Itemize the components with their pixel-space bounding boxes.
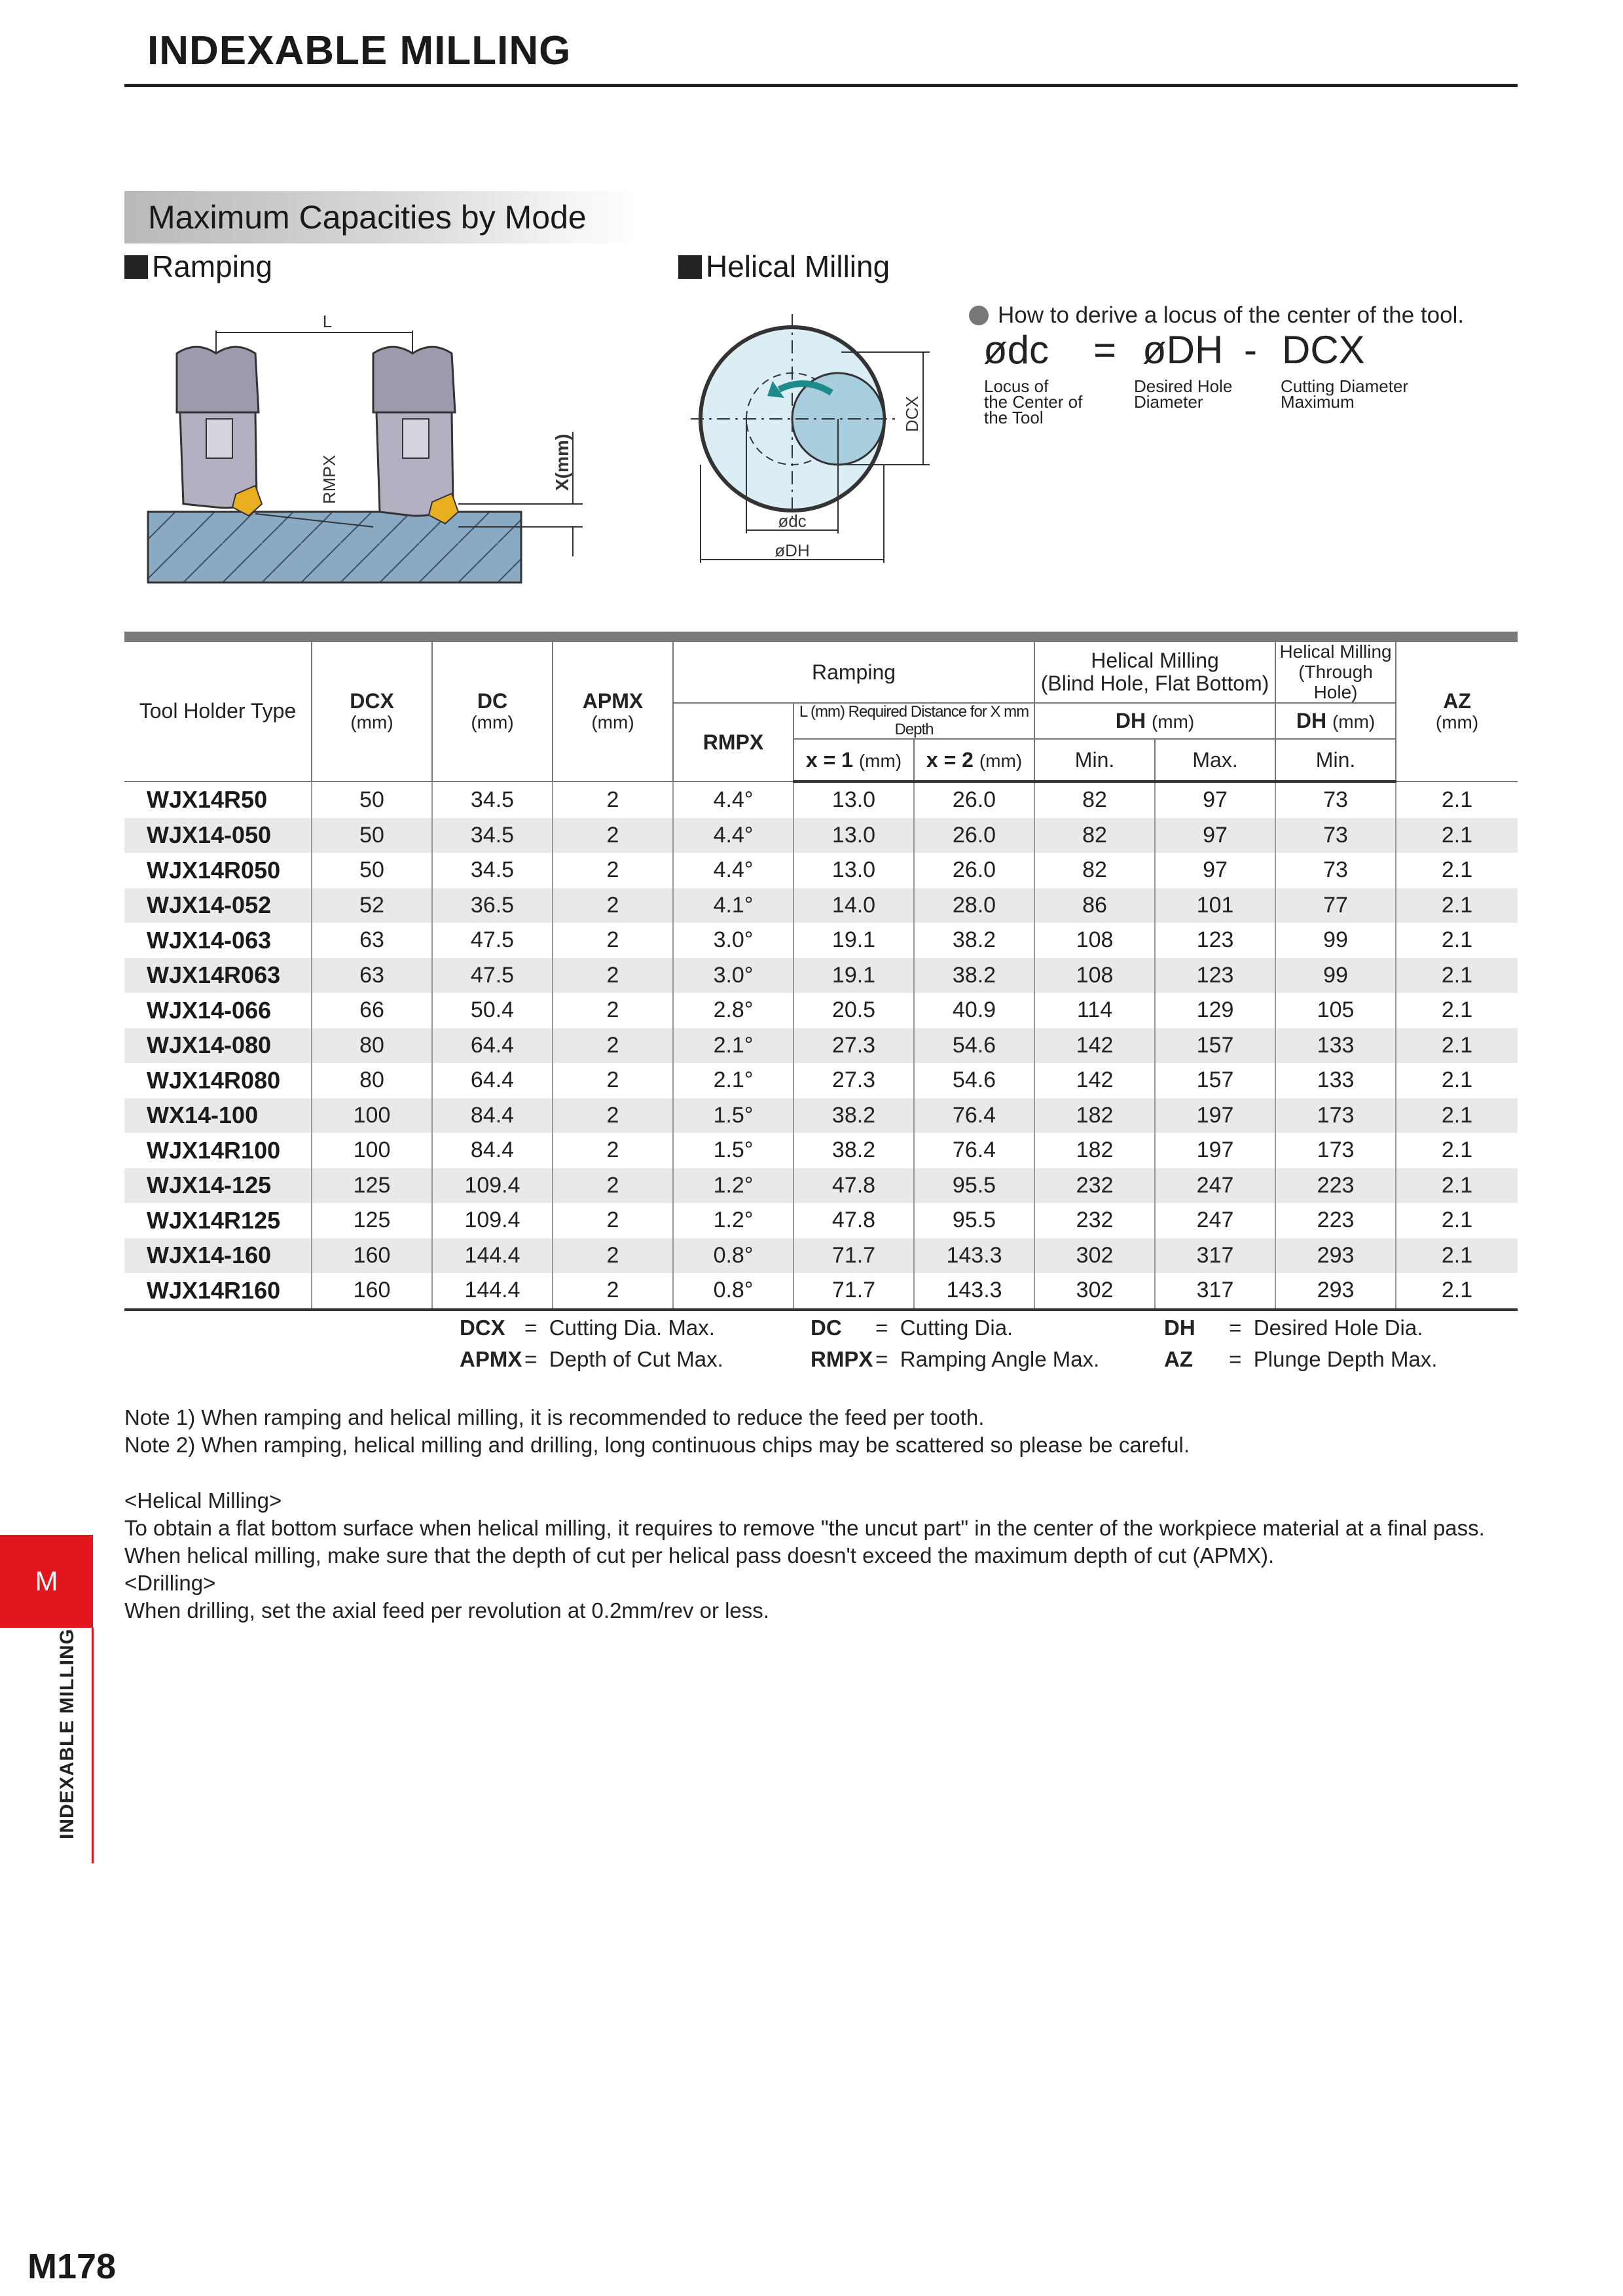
table-cell: 64.4 (432, 1028, 553, 1064)
table-row (124, 853, 1518, 888)
table-cell: 123 (1155, 923, 1275, 958)
table-cell: 82 (1034, 818, 1155, 853)
table-cell: 2.1 (1396, 1028, 1518, 1064)
table-cell: 223 (1275, 1203, 1396, 1238)
table-cell: 26.0 (914, 853, 1034, 888)
legend-dh: DH = Desired Hole Dia. (1164, 1316, 1423, 1340)
table-cell: 133 (1275, 1063, 1396, 1098)
table-cell: 50 (312, 818, 432, 853)
table-cell: 0.8° (673, 1273, 793, 1310)
table-cell: 26.0 (914, 781, 1034, 818)
table-cell: 63 (312, 923, 432, 958)
table-cell: 143.3 (914, 1238, 1034, 1274)
table-cell: 47.5 (432, 958, 553, 994)
table-cell: 182 (1034, 1133, 1155, 1168)
table-cell: WJX14R100 (147, 1136, 281, 1164)
table-cell: 2 (553, 1098, 673, 1134)
table-cell: 63 (312, 958, 432, 994)
table-cell: 27.3 (793, 1028, 914, 1064)
legend-dc: DC = Cutting Dia. (811, 1316, 1013, 1340)
table-cell: 38.2 (793, 1133, 914, 1168)
helical-notes-heading: <Helical Milling> (124, 1488, 282, 1513)
note-1: Note 1) When ramping and helical milling, it is recommended to reduce the feed per tooth. (124, 1405, 985, 1429)
table-cell: 2.1 (1396, 1168, 1518, 1204)
side-rule (92, 1628, 94, 1863)
table-cell: WJX14R063 (124, 958, 312, 994)
table-cell: 13.0 (793, 818, 914, 853)
table-cell: WJX14-160 (124, 1238, 312, 1274)
table-cell: 4.4° (673, 818, 793, 853)
table-cell: 2 (553, 853, 673, 888)
table-cell: 109.4 (432, 1168, 553, 1204)
table-cell: WJX14R050 (147, 856, 281, 884)
table-row (124, 1168, 1518, 1204)
table-cell: 86 (1034, 888, 1155, 924)
table-cell: 160 (312, 1238, 432, 1274)
formula-desc2: Desired Hole Diameter (1134, 376, 1233, 412)
table-cell: WJX14R50 (147, 786, 268, 814)
page-title: INDEXABLE MILLING (147, 28, 572, 73)
table-cell: 38.2 (914, 923, 1034, 958)
table-row (124, 993, 1518, 1028)
label-rmpx: RMPX (319, 454, 339, 504)
table-cell: 2.1 (1396, 1133, 1518, 1168)
table-cell: 2 (553, 958, 673, 994)
section-heading: Maximum Capacities by Mode (124, 191, 635, 243)
note-2: Note 2) When ramping, helical milling and drilling, long continuous chips may be scattered so please be careful. (124, 1433, 1190, 1457)
table-cell: 19.1 (793, 958, 914, 994)
table-cell: 114 (1034, 993, 1155, 1028)
table-row (124, 958, 1518, 994)
table-cell: 0.8° (673, 1238, 793, 1274)
table-cell: 77 (1275, 888, 1396, 924)
table-cell: WJX14R125 (147, 1206, 281, 1234)
table-row (124, 818, 1518, 853)
table-cell: 142 (1034, 1028, 1155, 1064)
table-cell: 317 (1155, 1238, 1275, 1274)
table-cell: 317 (1155, 1273, 1275, 1310)
table-row (124, 1203, 1518, 1238)
table-cell: 14.0 (793, 888, 914, 924)
table-cell: 2.1° (673, 1063, 793, 1098)
table-cell: 129 (1155, 993, 1275, 1028)
table-cell: 66 (312, 993, 432, 1028)
formula-term3: DCX (1282, 328, 1365, 372)
table-cell: 82 (1034, 853, 1155, 888)
table-cell: 1.2° (673, 1203, 793, 1238)
table-cell: 133 (1275, 1028, 1396, 1064)
table-cell: WJX14-050 (124, 818, 312, 853)
table-cell: 84.4 (432, 1098, 553, 1134)
legend-rmpx: RMPX = Ramping Angle Max. (811, 1347, 1100, 1371)
cutter-right (373, 347, 458, 524)
helical-notes-block (124, 1487, 1552, 1624)
table-cell: 123 (1155, 958, 1275, 994)
header-l-required: L (mm) Required Distance for X mm Depth (793, 703, 1034, 739)
table-cell: 144.4 (432, 1273, 553, 1310)
table-cell: 1.5° (673, 1133, 793, 1168)
table-cell: 3.0° (673, 958, 793, 994)
table-cell: WJX14-063 (147, 926, 272, 954)
table-cell: 125 (312, 1168, 432, 1204)
table-cell: 34.5 (432, 781, 553, 818)
page-number: M178 (27, 2247, 117, 2286)
table-cell: 71.7 (793, 1238, 914, 1274)
formula-term2: øDH (1142, 328, 1224, 372)
table-cell: 26.0 (914, 818, 1034, 853)
table-cell: 108 (1034, 923, 1155, 958)
table-row (124, 888, 1518, 924)
table-cell: 50 (312, 853, 432, 888)
table-row (124, 1063, 1518, 1098)
table-cell: 73 (1275, 818, 1396, 853)
legend-az: AZ = Plunge Depth Max. (1164, 1347, 1438, 1371)
table-cell: 108 (1034, 958, 1155, 994)
table-cell: 293 (1275, 1238, 1396, 1274)
header-tool-holder: Tool Holder Type (124, 641, 312, 781)
table-cell: 2 (553, 923, 673, 958)
cutter-left (177, 347, 262, 516)
table-cell: 64.4 (432, 1063, 553, 1098)
table-top-bar (124, 632, 1518, 641)
table-cell: 2 (553, 781, 673, 818)
table-cell: 99 (1275, 923, 1396, 958)
header-ramping: Ramping (673, 641, 1034, 703)
formula-note: How to derive a locus of the center of the tool. (969, 302, 1464, 329)
notes-block (124, 1404, 1519, 1459)
table-cell: 13.0 (793, 853, 914, 888)
legend-dcx: DCX = Cutting Dia. Max. (460, 1316, 715, 1340)
table-cell: 2 (553, 1273, 673, 1310)
table-cell: 2.1 (1396, 1273, 1518, 1310)
table-cell: WJX14-080 (124, 1028, 312, 1064)
table-cell: 302 (1034, 1238, 1155, 1274)
table-cell: 40.9 (914, 993, 1034, 1028)
table-cell: 2 (553, 1203, 673, 1238)
table-cell: 47.8 (793, 1203, 914, 1238)
table-cell: 84.4 (432, 1133, 553, 1168)
table-cell: 2.1 (1396, 993, 1518, 1028)
table-cell: 2 (553, 888, 673, 924)
table-cell: 144.4 (432, 1238, 553, 1274)
table-cell: 100 (312, 1098, 432, 1134)
table-cell: 99 (1275, 958, 1396, 994)
table-cell: 34.5 (432, 818, 553, 853)
table-cell: 157 (1155, 1028, 1275, 1064)
header-dc: DC (mm) (432, 641, 553, 781)
capacities-table (124, 632, 1518, 1311)
table-cell: 73 (1275, 853, 1396, 888)
table-cell: 19.1 (793, 923, 914, 958)
header-dcx: DCX (mm) (312, 641, 432, 781)
table-cell: 2.1 (1396, 1098, 1518, 1134)
table-cell: WJX14-125 (124, 1168, 312, 1204)
table-cell: 232 (1034, 1203, 1155, 1238)
helical-heading (678, 249, 890, 284)
table-cell: 38.2 (914, 958, 1034, 994)
title-rule (124, 84, 1518, 87)
table-cell: 232 (1034, 1168, 1155, 1204)
table-cell: 143.3 (914, 1273, 1034, 1310)
table-cell: 105 (1275, 993, 1396, 1028)
table-cell: 76.4 (914, 1133, 1034, 1168)
table-cell: 76.4 (914, 1098, 1034, 1134)
ramping-label: Ramping (152, 249, 273, 283)
table-cell: 293 (1275, 1273, 1396, 1310)
table-cell: 125 (312, 1203, 432, 1238)
table-cell: 97 (1155, 853, 1275, 888)
table-cell: 27.3 (793, 1063, 914, 1098)
table-cell: 302 (1034, 1273, 1155, 1310)
table-cell: 2.1 (1396, 888, 1518, 924)
helical-notes-line2: When helical milling, make sure that the depth of cut per helical pass doesn't exceed the maximum depth of cut (APMX). (124, 1543, 1275, 1568)
label-dh: øDH (775, 541, 810, 560)
header-x2: x = 2 (mm) (914, 739, 1034, 781)
table-cell: 1.5° (673, 1098, 793, 1134)
drilling-heading: <Drilling> (124, 1571, 216, 1595)
header-apmx: APMX (mm) (553, 641, 673, 781)
table-cell: WJX14R080 (147, 1066, 281, 1094)
header-x1: x = 1 (mm) (793, 739, 914, 781)
table-cell: 197 (1155, 1098, 1275, 1134)
side-tab: M (0, 1535, 93, 1628)
legend-apmx: APMX = Depth of Cut Max. (460, 1347, 723, 1371)
header-helical-blind: Helical Milling (Blind Hole, Flat Bottom) (1034, 641, 1275, 703)
table-cell: 157 (1155, 1063, 1275, 1098)
table-cell: 2 (553, 1063, 673, 1098)
table-cell: 223 (1275, 1168, 1396, 1204)
table-cell: 4.4° (673, 781, 793, 818)
table-cell: 73 (1275, 781, 1396, 818)
table-cell: 160 (312, 1273, 432, 1310)
table-cell: 2.1 (1396, 1063, 1518, 1098)
table-cell: 2 (553, 818, 673, 853)
helical-notes-line1: To obtain a flat bottom surface when helical milling, it requires to remove "the uncut part" in the center of the workpiece material at a final pass. (124, 1516, 1485, 1540)
table-cell: 54.6 (914, 1028, 1034, 1064)
formula-term1: ødc (983, 328, 1049, 372)
drilling-line: When drilling, set the axial feed per revolution at 0.2mm/rev or less. (124, 1598, 769, 1623)
table-row (124, 1238, 1518, 1274)
table-cell: 50 (312, 781, 432, 818)
table-row (124, 1098, 1518, 1134)
formula-desc3: Cutting Diameter Maximum (1281, 376, 1409, 412)
square-bullet-icon (124, 255, 148, 279)
table-cell: 2 (553, 1168, 673, 1204)
table-cell: 197 (1155, 1133, 1275, 1168)
table-cell: 97 (1155, 781, 1275, 818)
table-cell: 4.4° (673, 853, 793, 888)
formula-minus: - (1244, 328, 1257, 372)
table-cell: 101 (1155, 888, 1275, 924)
table-cell: 95.5 (914, 1203, 1034, 1238)
side-label: INDEXABLE MILLING (56, 1628, 78, 1839)
table-cell: 2 (553, 1133, 673, 1168)
bullet-icon (969, 306, 989, 325)
label-x: X(mm) (552, 433, 572, 491)
table-cell: 20.5 (793, 993, 914, 1028)
helical-diagram (681, 308, 949, 569)
table-cell: 142 (1034, 1063, 1155, 1098)
table-cell: 2 (553, 993, 673, 1028)
table-cell: 2 (553, 1028, 673, 1064)
table-cell: 80 (312, 1028, 432, 1064)
header-rmpx: RMPX (673, 703, 793, 781)
table-cell: 3.0° (673, 923, 793, 958)
table-row (124, 1273, 1518, 1310)
table-cell: 34.5 (432, 853, 553, 888)
table-cell: 247 (1155, 1168, 1275, 1204)
ramping-heading (124, 249, 272, 284)
table-cell: 82 (1034, 781, 1155, 818)
table-cell: 1.2° (673, 1168, 793, 1204)
table-row (124, 1028, 1518, 1064)
square-bullet-icon (678, 255, 702, 279)
header-dh-blind: DH (mm) (1034, 703, 1275, 739)
table-row (124, 923, 1518, 958)
table-cell: 2.1 (1396, 818, 1518, 853)
table-cell: 71.7 (793, 1273, 914, 1310)
formula-desc1: Locus of the Center of the Tool (984, 376, 1083, 427)
table-row (124, 1133, 1518, 1168)
header-az: AZ (mm) (1396, 641, 1518, 781)
table-cell: WJX14-052 (124, 888, 312, 924)
table-cell: 50.4 (432, 993, 553, 1028)
table-cell: 247 (1155, 1203, 1275, 1238)
table-cell: 173 (1275, 1133, 1396, 1168)
ramping-diagram (144, 308, 602, 589)
header-min-blind: Min. (1034, 739, 1155, 781)
header-min-through: Min. (1275, 739, 1396, 781)
header-max-blind: Max. (1155, 739, 1275, 781)
table-cell: 28.0 (914, 888, 1034, 924)
table-cell: 95.5 (914, 1168, 1034, 1204)
table-cell: 2.1 (1396, 923, 1518, 958)
table-cell: 109.4 (432, 1203, 553, 1238)
table-cell: 2.1 (1396, 781, 1518, 818)
table-cell: WX14-100 (124, 1098, 312, 1134)
formula-eq: = (1093, 328, 1117, 372)
table-cell: 38.2 (793, 1098, 914, 1134)
table-cell: 2.1 (1396, 1238, 1518, 1274)
table-cell: 2.1 (1396, 958, 1518, 994)
table-cell: 47.5 (432, 923, 553, 958)
table-cell: 2.1° (673, 1028, 793, 1064)
table-cell: 2.8° (673, 993, 793, 1028)
table-cell: 97 (1155, 818, 1275, 853)
table-row (124, 781, 1518, 818)
table-cell: 173 (1275, 1098, 1396, 1134)
table-cell: 2 (553, 1238, 673, 1274)
helical-label: Helical Milling (706, 249, 890, 283)
table-cell: 100 (312, 1133, 432, 1168)
table-cell: 54.6 (914, 1063, 1034, 1098)
table-cell: WJX14R160 (124, 1273, 312, 1310)
table-cell: 2.1 (1396, 853, 1518, 888)
header-dh-through: DH (mm) (1275, 703, 1396, 739)
table-cell: 182 (1034, 1098, 1155, 1134)
table-cell: 2.1 (1396, 1203, 1518, 1238)
table-cell: 47.8 (793, 1168, 914, 1204)
table-cell: 80 (312, 1063, 432, 1098)
label-dcx: DCX (902, 396, 922, 432)
table-cell: WJX14-066 (147, 996, 272, 1024)
label-l: L (322, 312, 333, 331)
table-cell: 4.1° (673, 888, 793, 924)
table-cell: 36.5 (432, 888, 553, 924)
table-cell: 52 (312, 888, 432, 924)
header-helical-through: Helical Milling (Through Hole) (1275, 641, 1396, 703)
label-dc: ødc (778, 511, 807, 531)
table-cell: 13.0 (793, 781, 914, 818)
